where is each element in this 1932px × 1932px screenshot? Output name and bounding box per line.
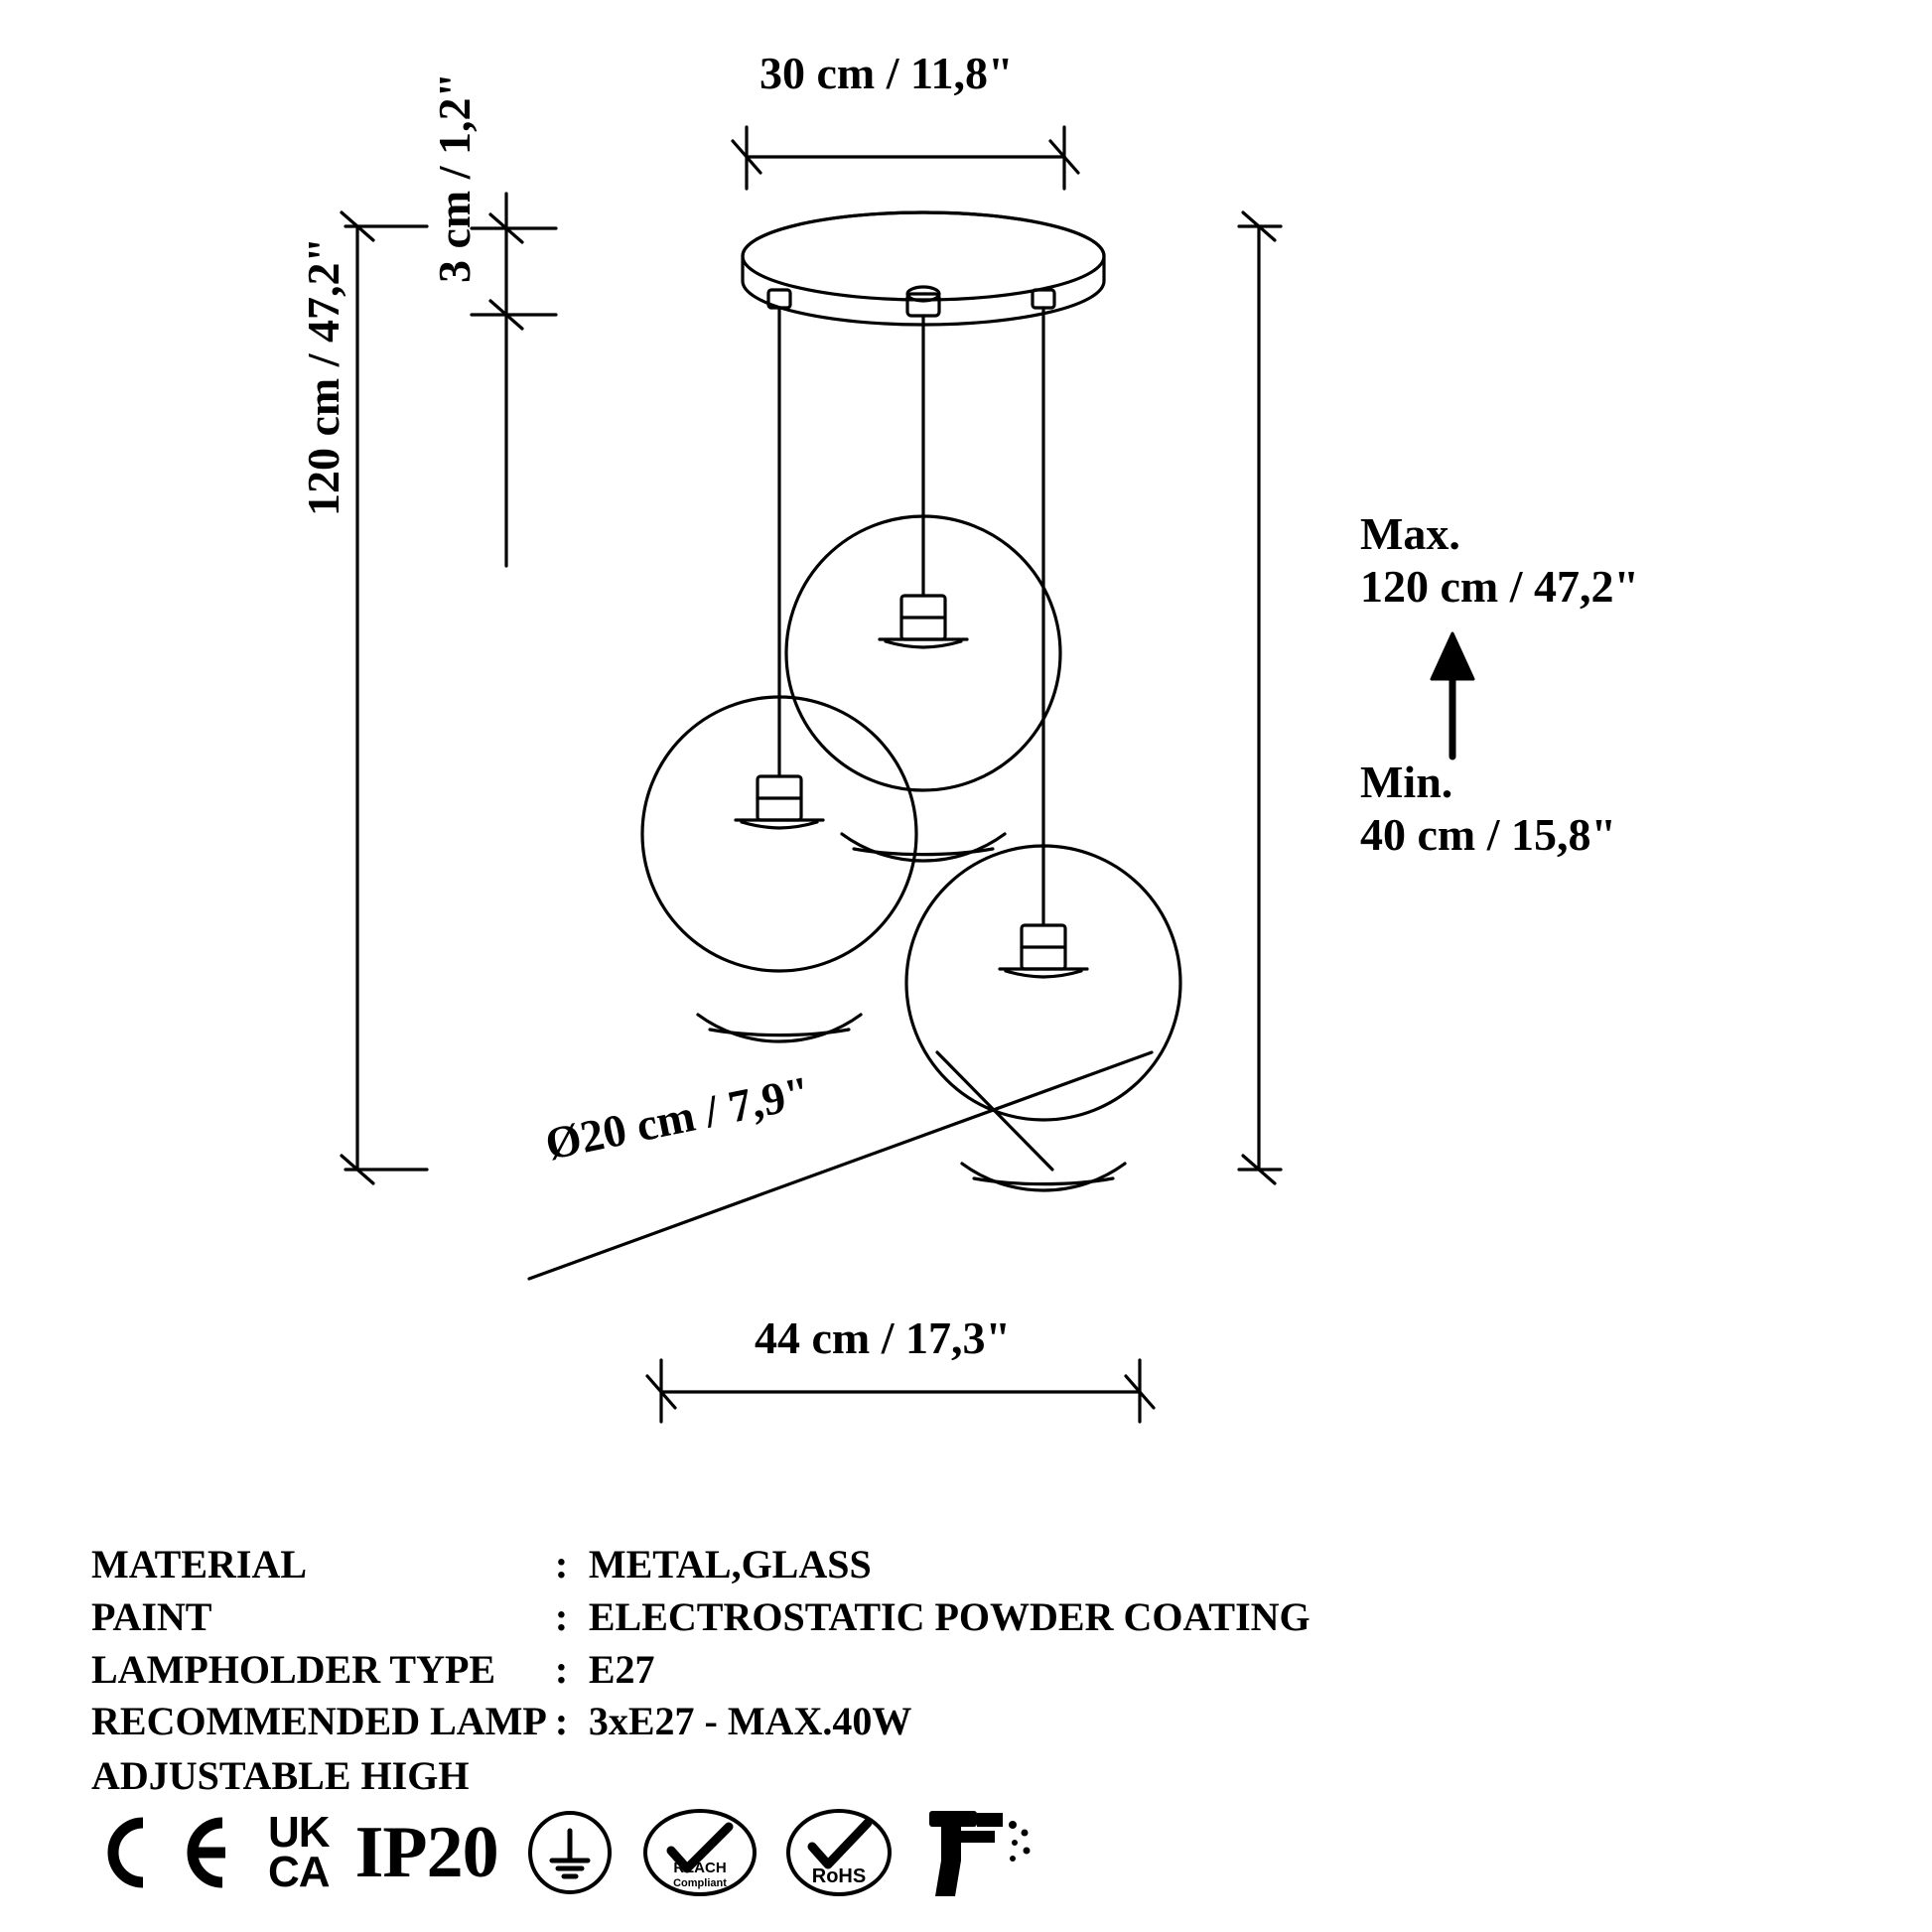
dim-label-total-height: 120 cm / 47,2": [298, 236, 348, 516]
spec-key: PAINT: [91, 1593, 212, 1639]
certification-badges: [83, 1805, 1038, 1900]
spec-colon: :: [554, 1646, 569, 1692]
svg-text:Compliant: Compliant: [672, 1877, 727, 1889]
spec-value: 3xE27 - MAX.40W: [588, 1699, 912, 1744]
ip-rating-label: IP20: [354, 1811, 498, 1893]
dim-total-height: [342, 212, 427, 1183]
spec-row: [91, 1539, 1311, 1591]
dim-canopy-width: [733, 127, 1078, 189]
spec-row: [91, 1644, 1311, 1697]
spec-note: ADJUSTABLE HIGH: [91, 1753, 470, 1799]
ce-mark-icon: [83, 1807, 242, 1898]
dim-label-adjust-max: [1360, 508, 1639, 614]
adjust-max-title: Max.: [1360, 508, 1460, 559]
spec-value: E27: [588, 1646, 655, 1692]
powder-coating-gun-icon: [919, 1805, 1038, 1900]
ukca-mark-icon: [268, 1807, 330, 1896]
adjust-min-title: Min.: [1360, 757, 1453, 807]
spec-key: LAMPHOLDER TYPE: [91, 1646, 496, 1692]
adjust-min-value: 40 cm / 15,8": [1360, 808, 1617, 860]
dim-label-canopy-width: 30 cm / 11,8": [759, 48, 1014, 98]
dim-label-canopy-height: 3 cm / 1,2": [429, 71, 480, 283]
spec-value: ELECTROSTATIC POWDER COATING: [588, 1593, 1311, 1639]
dim-spread-width: [647, 1360, 1154, 1422]
spec-value: METAL,GLASS: [588, 1542, 872, 1587]
adjust-max-value: 120 cm / 47,2": [1360, 560, 1640, 612]
spec-colon: :: [554, 1593, 569, 1639]
spec-row-note: [91, 1748, 1311, 1803]
spec-key: RECOMMENDED LAMP: [91, 1699, 547, 1744]
ceiling-canopy: [743, 212, 1104, 325]
dim-label-spread-width: 44 cm / 17,3": [755, 1312, 1012, 1363]
dim-label-shade-diameter: Ø20 cm / 7,9": [541, 1066, 815, 1170]
spec-row: [91, 1696, 1311, 1748]
dim-shade-diameter-leader: [529, 1052, 1152, 1279]
svg-text:RoHS: RoHS: [811, 1865, 866, 1887]
spec-key: MATERIAL: [91, 1542, 308, 1587]
earth-symbol-icon: [524, 1807, 616, 1898]
specification-table: [91, 1539, 1311, 1803]
spec-colon: :: [554, 1699, 569, 1744]
ukca-line-1: UK: [268, 1807, 330, 1857]
spec-row: [91, 1591, 1311, 1644]
rohs-compliant-icon: [784, 1807, 894, 1898]
reach-compliant-icon: [641, 1807, 759, 1898]
dim-canopy-height: [472, 194, 556, 566]
svg-text:REACH: REACH: [672, 1860, 727, 1876]
ukca-line-2: CA: [268, 1848, 330, 1896]
dim-adjust-range: [1239, 212, 1281, 1183]
dim-label-adjust-min: [1360, 757, 1616, 862]
spec-colon: :: [554, 1542, 569, 1587]
